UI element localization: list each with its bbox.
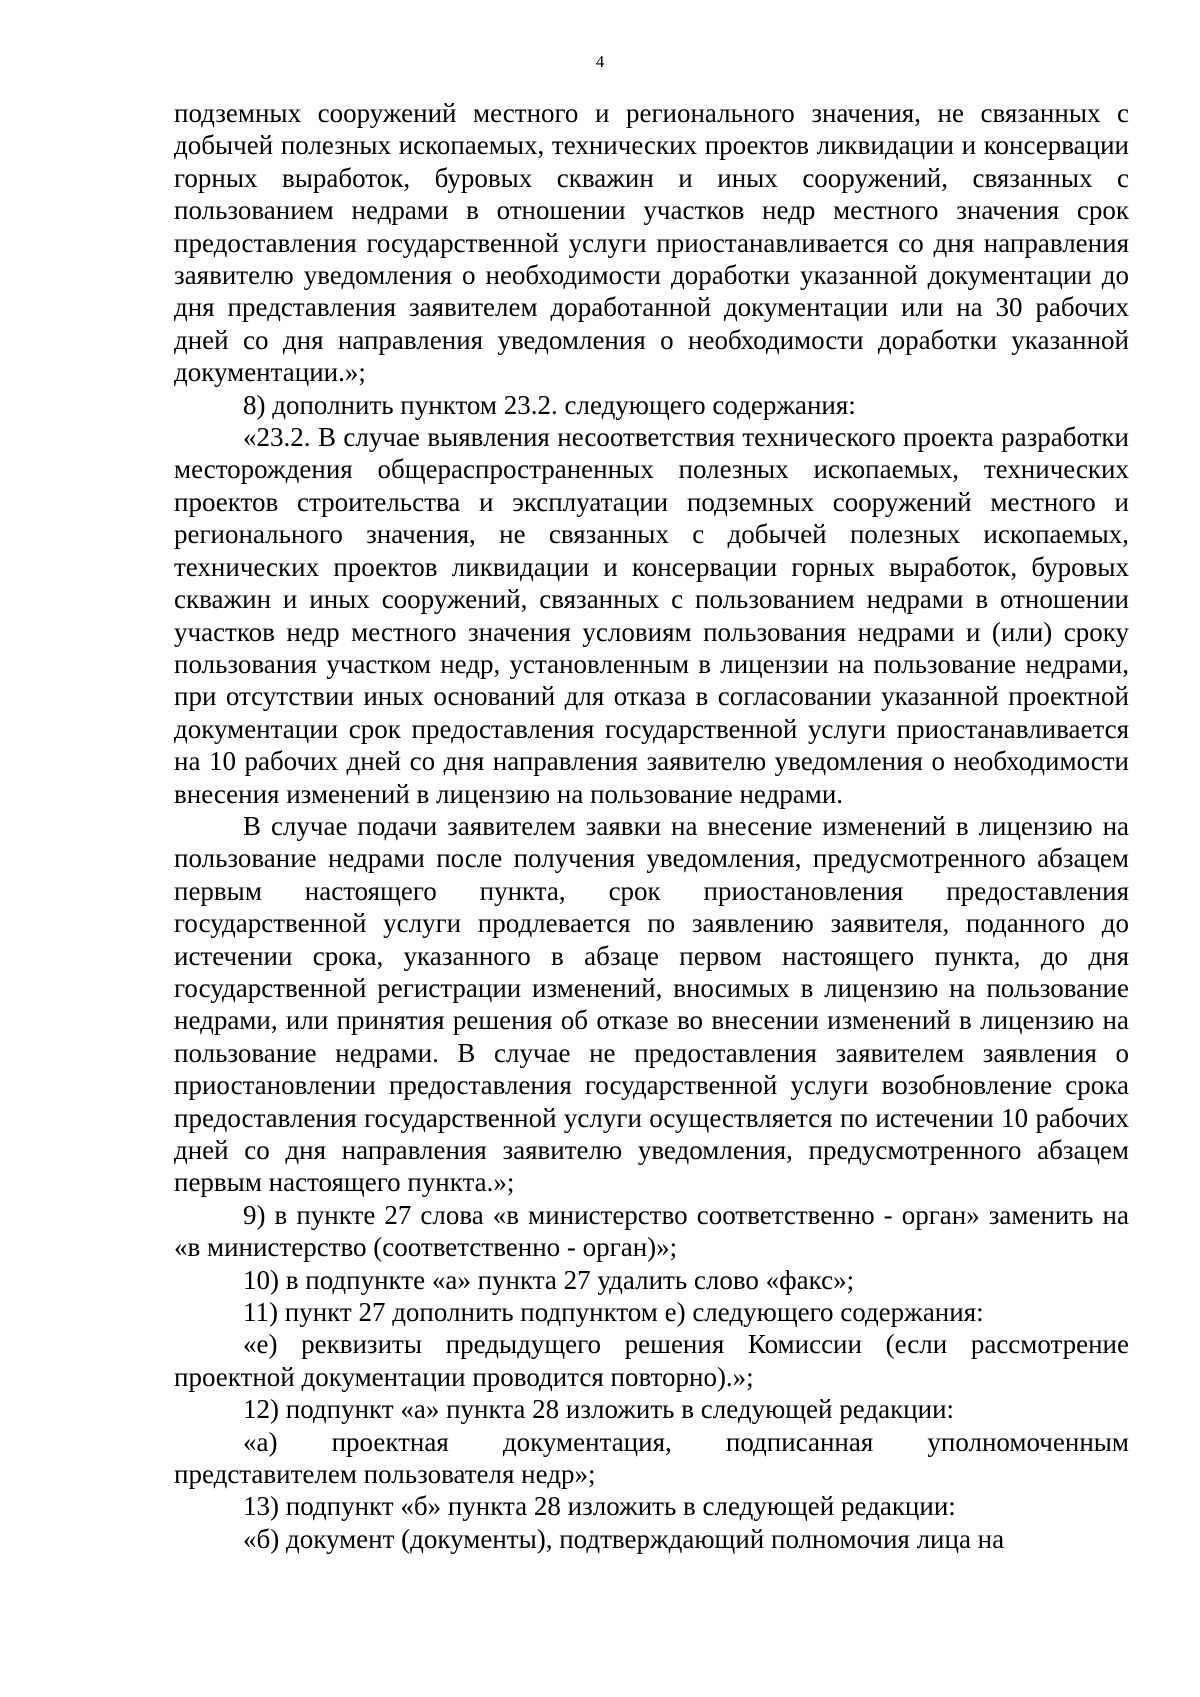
paragraph-item-8: 8) дополнить пунктом 23.2. следующего содержания: xyxy=(243,389,856,420)
paragraph-item-11: 11) пункт 27 дополнить подпунктом е) следующего содержания: xyxy=(243,1297,984,1328)
page-number: 4 xyxy=(595,52,605,71)
paragraph-subitem-b: «б) документ (документы), подтверждающий полномочия лица на xyxy=(243,1523,1005,1554)
paragraph-item-9: 9) в пункте 27 слова «в министерство соответственно - орган» заменить на «в министерство (соответственно - орган)»; xyxy=(174,1199,1129,1263)
document-body xyxy=(174,97,1129,1555)
paragraph-continuation: подземных сооружений местного и регионального значения, не связанных с добычей полезных ископаемых, технических проектов ликвидации и консервации горных выработок, буровых скважин и иных сооружений, связанных с пользованием недрами в отношении участков недр местного значения срок предоставления государственной услуги приостанавливается со дня направления заявителю уведомления о необходимости доработки указанной документации до дня представления заявителем доработанной документации или на 30 рабочих дней со дня направления уведомления о необходимости доработки указанной документации.»; xyxy=(174,98,1129,388)
paragraph-item-13: 13) подпункт «б» пункта 28 изложить в следующей редакции: xyxy=(243,1491,956,1522)
paragraph-subitem-a: «а) проектная документация, подписанная уполномоченным представителем пользователя недр»; xyxy=(174,1426,1129,1490)
paragraph-item-10: 10) в подпункте «а» пункта 27 удалить слово «факс»; xyxy=(243,1264,855,1295)
paragraph-subitem-e: «е) реквизиты предыдущего решения Комиссии (если рассмотрение проектной документации проводится повторно).»; xyxy=(174,1329,1129,1392)
paragraph-23-2: «23.2. В случае выявления несоответствия технического проекта разработки месторождения общераспространенных полезных ископаемых, технических проектов строительства и эксплуатации подземных сооружений местного и регионального значения, не связанных с добычей полезных ископаемых, технических проектов ликвидации и консервации горных выработок, буровых скважин и иных сооружений, связанных с пользованием недрами в отношении участков недр местного значения условиям пользования недрами и (или) сроку пользования участком недр, установленным в лицензии на пользование недрами, при отсутствии иных оснований для отказа в согласовании указанной проектной документации срок предоставления государственной услуги приостанавливается на 10 рабочих дней со дня направления заявителю уведомления о необходимости внесения изменений в лицензию на пользование недрами. xyxy=(174,422,1129,809)
paragraph-23-2-second: В случае подачи заявителем заявки на внесение изменений в лицензию на пользование недрами после получения уведомления, предусмотренного абзацем первым настоящего пункта, срок приостановления предоставления государственной услуги продлевается по заявлению заявителя, поданного до истечении срока, указанного в абзаце первом настоящего пункта, до дня государственной регистрации изменений, вносимых в лицензию на пользование недрами, или принятия решения об отказе во внесении изменений в лицензию на пользование недрами. В случае не предоставления заявителем заявления о приостановлении предоставления государственной услуги возобновление срока предоставления государственной услуги осуществляется по истечении 10 рабочих дней со дня направления заявителю уведомления, предусмотренного абзацем первым настоящего пункта.»; xyxy=(174,810,1129,1198)
paragraph-item-12: 12) подпункт «а» пункта 28 изложить в следующей редакции: xyxy=(243,1394,955,1425)
